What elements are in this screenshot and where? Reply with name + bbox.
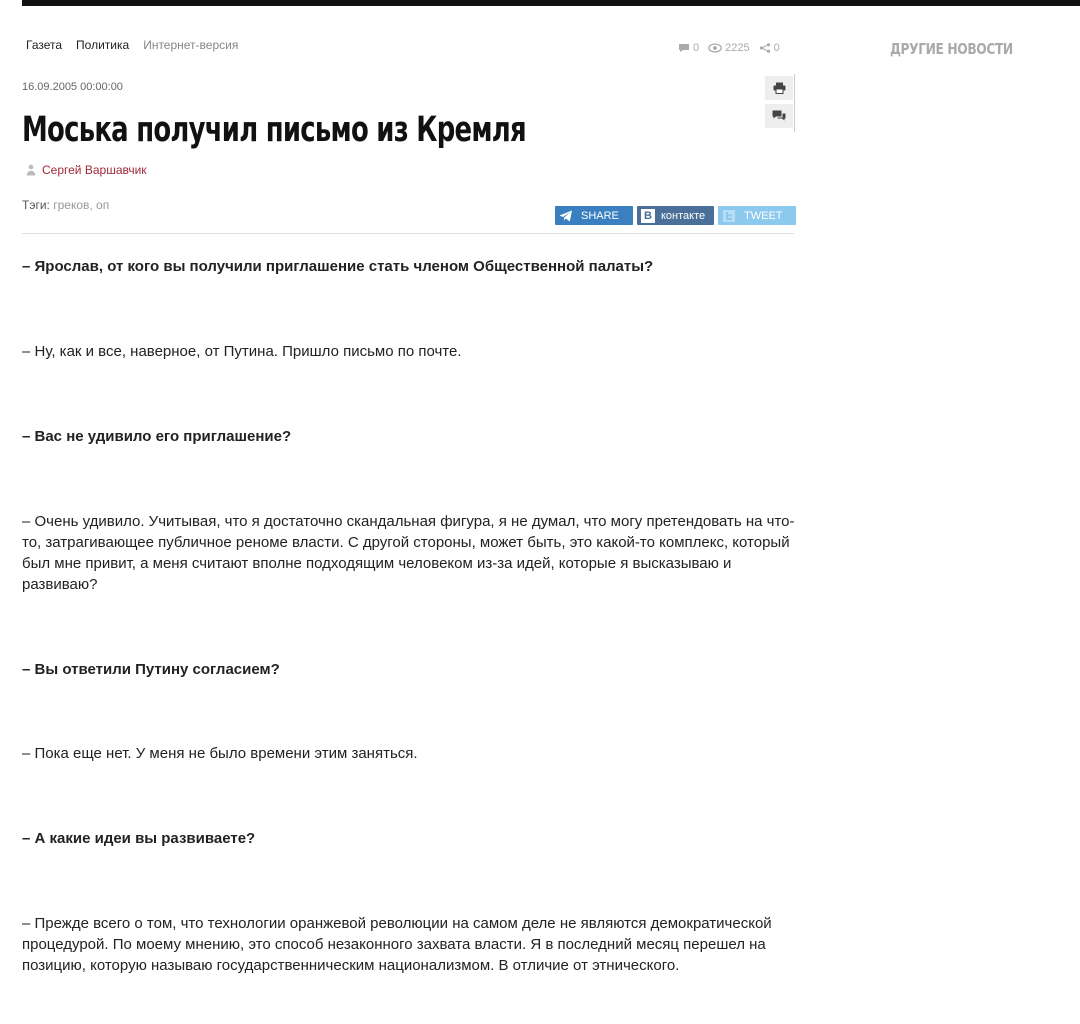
- share-buttons: [555, 206, 796, 225]
- vk-icon: В: [641, 209, 655, 223]
- comment-icon: [678, 43, 690, 53]
- twitter-share-button[interactable]: [718, 206, 796, 225]
- print-button[interactable]: [765, 76, 793, 100]
- paragraph-question: – Вас не удивило его приглашение?: [22, 428, 292, 445]
- breadcrumb-item-politics[interactable]: Политика: [76, 38, 130, 52]
- views-stat: [708, 42, 749, 54]
- printer-icon: [773, 82, 786, 94]
- other-news-heading: ДРУГИЕ НОВОСТИ: [890, 40, 1013, 58]
- breadcrumb-item-internet-version[interactable]: Интернет-версия: [143, 38, 239, 52]
- vk-share-button[interactable]: [637, 206, 714, 225]
- tags-list[interactable]: греков, оп: [53, 198, 110, 212]
- shares-stat[interactable]: [759, 42, 780, 54]
- comments-button[interactable]: [765, 104, 793, 128]
- telegram-share-button[interactable]: [555, 206, 633, 225]
- paragraph-answer: – Ну, как и все, наверное, от Путина. Пришло письмо по почте.: [22, 343, 462, 360]
- paragraph-answer: – Пока еще нет. У меня не было времени этим заняться.: [22, 745, 418, 762]
- comments-count: 0: [693, 42, 700, 54]
- shares-count: 0: [773, 42, 780, 54]
- tags-label: Тэги:: [22, 198, 50, 212]
- article-tags: [22, 198, 109, 212]
- article-title: Моська получил письмо из Кремля: [22, 110, 526, 150]
- twitter-icon: [723, 210, 735, 222]
- paragraph-answer: – Очень удивило. Учитывая, что я достаточно скандальная фигура, я не думал, что могу претендовать на что-то, затрагивающее публичное реноме власти. С другой стороны, может быть, это какой-то комплекс, который был мне привит, а меня считают вполне подходящим человеком из-за идей, которые я высказываю и развиваю?: [22, 513, 795, 593]
- vk-share-label: контакте: [661, 209, 706, 222]
- author-link[interactable]: Сергей Варшавчик: [42, 163, 147, 177]
- comments-icon: [772, 110, 786, 122]
- views-count: 2225: [725, 42, 750, 54]
- paragraph-question: – Ярослав, от кого вы получили приглашение стать членом Общественной палаты?: [22, 258, 654, 275]
- paragraph-question: – А какие идеи вы развиваете?: [22, 830, 256, 847]
- telegram-icon: [559, 210, 573, 222]
- eye-icon: [708, 43, 722, 53]
- breadcrumb-item-newspaper[interactable]: Газета: [26, 38, 63, 52]
- paragraph-question: – Вы ответили Путину согласием?: [22, 661, 280, 678]
- breadcrumb: [26, 38, 252, 52]
- paragraph-answer: – Прежде всего о том, что технологии оранжевой революции на самом деле не являются демократической процедурой. По моему мнению, это способ незаконного захвата власти. Я в последний месяц перешел на позицию, которую называю государственническим национализмом. В отличие от этнического.: [22, 915, 772, 974]
- share-icon: [759, 43, 771, 53]
- top-bar: [22, 0, 1080, 6]
- article-tools: [765, 74, 795, 132]
- article-author: [26, 163, 147, 177]
- article-stats: [678, 42, 780, 54]
- twitter-share-label: TWEET: [744, 209, 783, 222]
- divider: [22, 233, 794, 234]
- comments-stat[interactable]: [678, 42, 699, 54]
- article-date: 16.09.2005 00:00:00: [22, 81, 123, 93]
- person-icon: [26, 164, 36, 176]
- telegram-share-label: SHARE: [581, 209, 619, 222]
